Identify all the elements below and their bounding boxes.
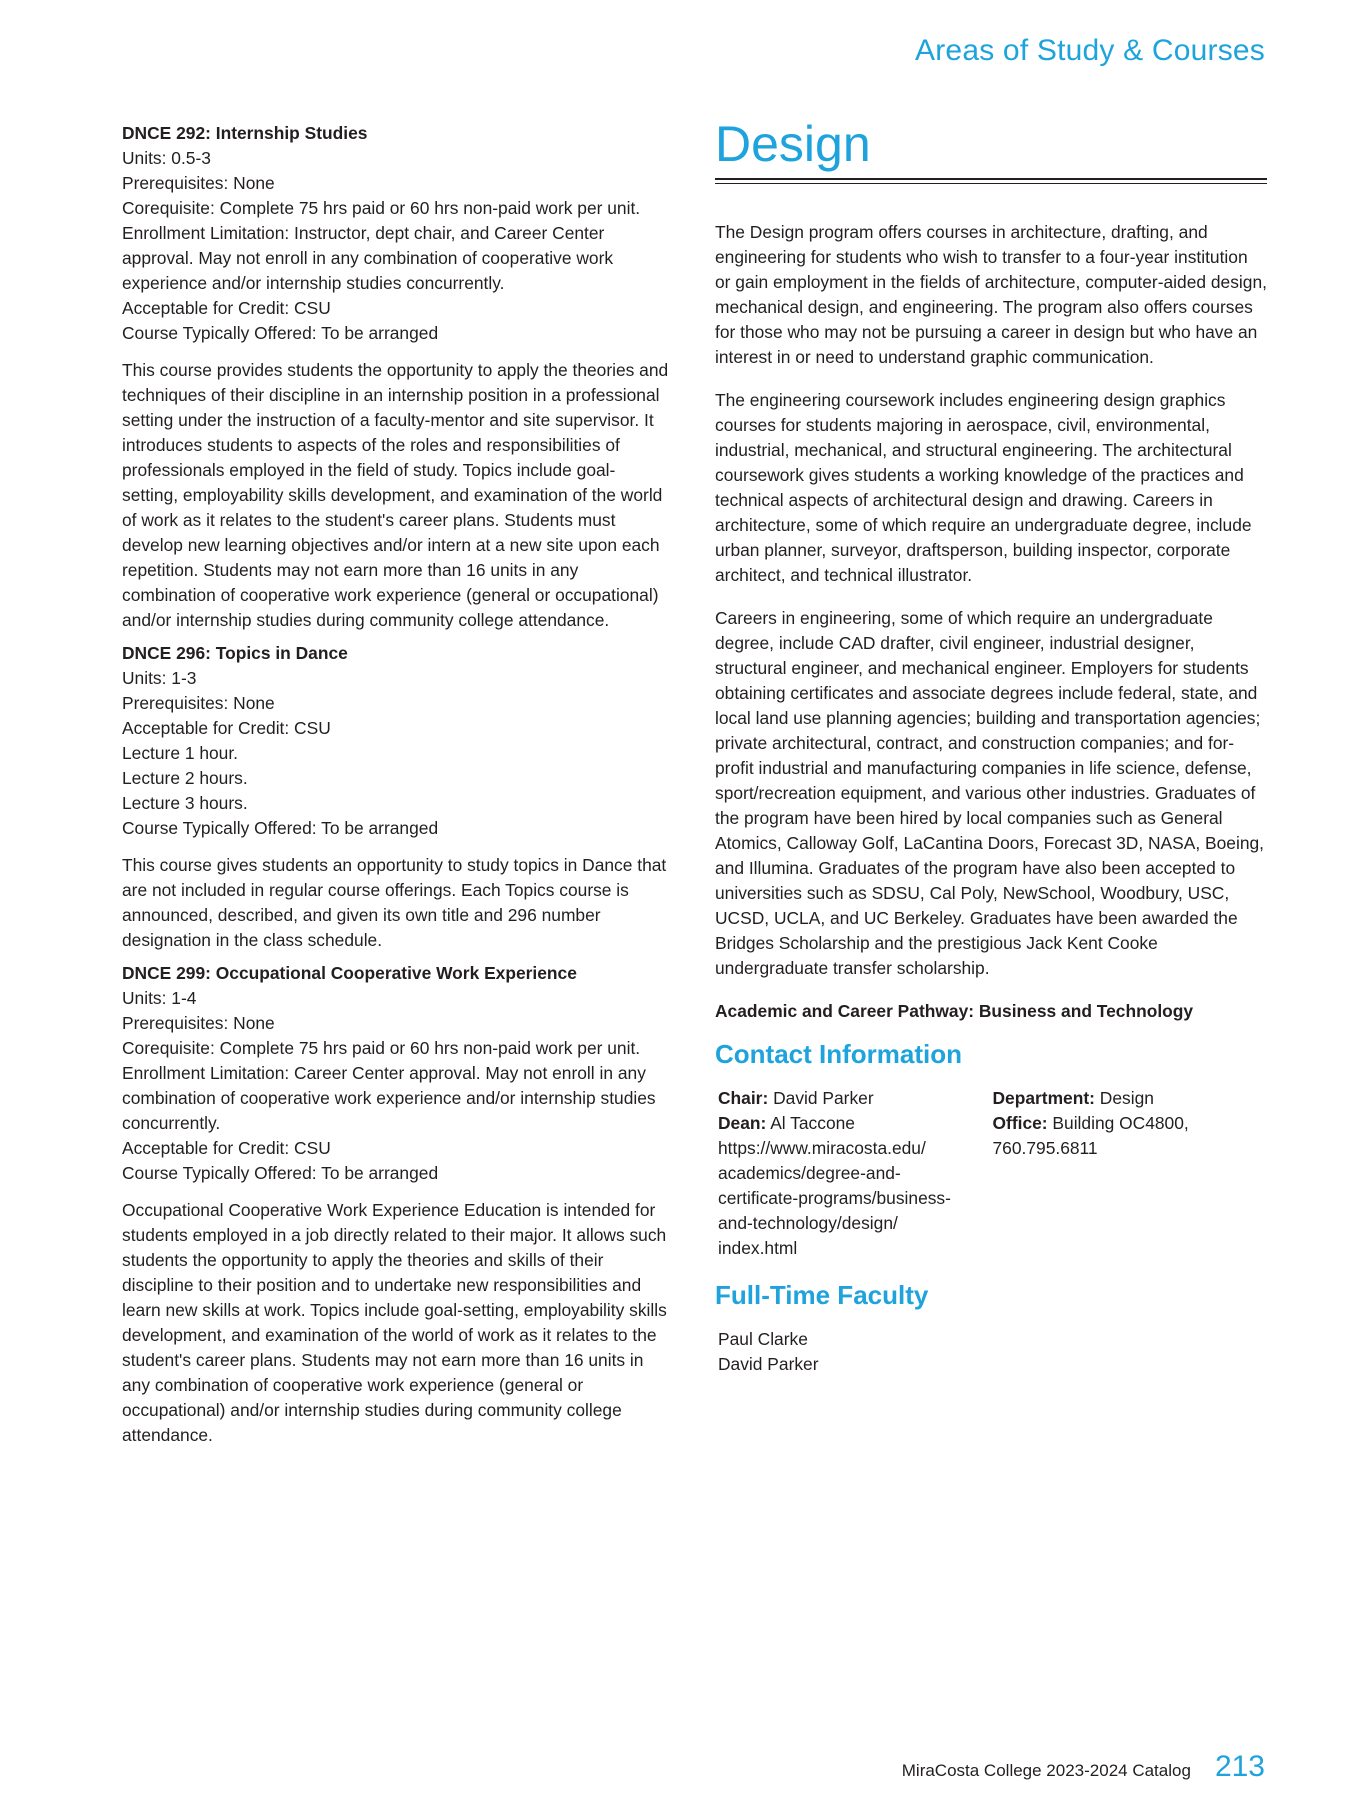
course-detail: Prerequisites: None	[122, 693, 275, 713]
chair-value: David Parker	[773, 1088, 874, 1108]
dean-label: Dean:	[718, 1113, 767, 1133]
intro-paragraph: Careers in engineering, some of which require an undergraduate degree, include CAD drafter, civil engineer, industrial designer, structural engineer, and mechanical engineer. Employers for students obtaining certificates and associate degrees include federal, state, and local land use planning agencies; building and transportation agencies; private architectural, contract, and construction companies; and for-profit industrial and manufacturing companies in life science, defense, sport/recreation equipment, and various other industries. Graduates of the program have been hired by local companies such as General Atomics, Calloway Golf, LaCantina Doors, Forecast 3D, NASA, Boeing, and Illumina. Graduates of the program have also been accepted to universities such as SDSU, Cal Poly, NewSchool, Woodbury, USC, UCSD, UCLA, and UC Berkeley. Graduates have been awarded the Bridges Scholarship and the prestigious Jack Kent Cooke undergraduate transfer scholarship.	[715, 608, 1265, 978]
dean-line	[718, 1111, 993, 1136]
course-detail: Corequisite: Complete 75 hrs paid or 60 hrs non-paid work per unit.	[122, 198, 641, 218]
faculty-name: David Parker	[718, 1354, 819, 1374]
course-detail: Lecture 1 hour.	[122, 743, 239, 763]
course-detail: Prerequisites: None	[122, 173, 275, 193]
course-detail: Units: 1-3	[122, 668, 197, 688]
office-value: Building OC4800,	[1052, 1113, 1189, 1133]
faculty-name: Paul Clarke	[718, 1329, 808, 1349]
contact-info	[715, 1086, 1267, 1261]
pathway-label: Academic and Career Pathway: Business and Technology	[715, 1001, 1194, 1021]
course-title: DNCE 299: Occupational Cooperative Work Experience	[122, 963, 577, 983]
course-detail: Course Typically Offered: To be arranged	[122, 323, 439, 343]
page-footer	[902, 1750, 1265, 1784]
course-detail: Corequisite: Complete 75 hrs paid or 60 hrs non-paid work per unit.	[122, 1038, 641, 1058]
course-detail: Prerequisites: None	[122, 1013, 275, 1033]
department-url-link[interactable]	[718, 1136, 993, 1261]
contact-column-left	[718, 1086, 993, 1261]
course-detail: Units: 0.5-3	[122, 148, 211, 168]
catalog-name: MiraCosta College 2023-2024 Catalog	[901, 1761, 1191, 1780]
faculty-heading: Full-Time Faculty	[715, 1280, 929, 1310]
department-line	[993, 1086, 1268, 1111]
dean-value: Al Taccone	[770, 1113, 855, 1133]
course-entry	[122, 641, 670, 953]
course-detail: Lecture 3 hours.	[122, 793, 248, 813]
chair-label: Chair:	[718, 1088, 769, 1108]
course-detail: Acceptable for Credit: CSU	[122, 718, 331, 738]
course-description: This course provides students the opportunity to apply the theories and techniques of their discipline in an internship position in a professional setting under the instruction of a faculty-mentor and site supervisor. It introduces students to aspects of the roles and responsibilities of professionals employed in the field of study. Topics include goal-setting, employability skills development, and examination of the world of work as it relates to the student's career plans. Students must develop new learning objectives and/or intern at a new site upon each repetition. Students may not earn more than 16 units in any combination of cooperative work experience (general or occupational) and/or internship studies during community college attendance.	[122, 360, 669, 630]
url-line: academics/degree-and-	[718, 1163, 901, 1183]
department-value: Design	[1099, 1088, 1154, 1108]
running-head: Areas of Study & Courses	[915, 34, 1265, 67]
course-detail: Enrollment Limitation: Instructor, dept chair, and Career Center approval. May not enroll in any combination of cooperative work experience and/or internship studies concurrently.	[122, 223, 614, 293]
chair-line	[718, 1086, 993, 1111]
course-detail: Units: 1-4	[122, 988, 197, 1008]
course-entry	[122, 121, 670, 633]
page-number: 213	[1214, 1750, 1265, 1783]
url-line: and-technology/design/	[718, 1213, 898, 1233]
course-detail: Course Typically Offered: To be arranged	[122, 1163, 439, 1183]
course-entry	[122, 961, 670, 1448]
department-label: Department:	[992, 1088, 1095, 1108]
title-divider	[715, 178, 1267, 184]
course-title: DNCE 296: Topics in Dance	[122, 643, 348, 663]
office-label: Office:	[992, 1113, 1048, 1133]
url-line: index.html	[718, 1238, 798, 1258]
url-line: certificate-programs/business-	[718, 1188, 951, 1208]
contact-column-right	[993, 1086, 1268, 1261]
phone-number: 760.795.6811	[992, 1138, 1098, 1158]
course-description: Occupational Cooperative Work Experience Education is intended for students employed in a job directly related to their major. It allows such students the opportunity to apply the theories and skills of their discipline to their position and to undertake new responsibilities and learn new skills at work. Topics include goal-setting, employability skills development, and examination of the world of work as it relates to the student's career plans. Students may not earn more than 16 units in any combination of cooperative work experience (general or occupational) and/or internship studies during community college attendance.	[122, 1200, 667, 1445]
course-detail: Acceptable for Credit: CSU	[122, 298, 331, 318]
course-detail: Lecture 2 hours.	[122, 768, 248, 788]
office-line	[993, 1111, 1268, 1136]
url-line: https://www.miracosta.edu/	[718, 1138, 926, 1158]
contact-heading: Contact Information	[715, 1039, 962, 1069]
course-detail: Acceptable for Credit: CSU	[122, 1138, 331, 1158]
course-title: DNCE 292: Internship Studies	[122, 123, 368, 143]
intro-paragraph: The engineering coursework includes engineering design graphics courses for students majoring in aerospace, civil, environmental, industrial, mechanical, and structural engineering. The architectural coursework gives students a working knowledge of the practices and technical aspects of architectural design and drawing. Careers in architecture, some of which require an undergraduate degree, include urban planner, surveyor, draftsperson, building inspector, corporate architect, and technical illustrator.	[715, 390, 1252, 585]
course-detail: Enrollment Limitation: Career Center approval. May not enroll in any combination of cooperative work experience and/or internship studies concurrently.	[122, 1063, 656, 1133]
faculty-list	[715, 1327, 1267, 1377]
page-title: Design	[715, 116, 871, 172]
course-list	[122, 121, 670, 1456]
intro-paragraph: The Design program offers courses in architecture, drafting, and engineering for students who wish to transfer to a four-year institution or gain employment in the fields of architecture, computer-aided design, mechanical design, and engineering. The program also offers courses for those who may not be pursuing a career in design but who have an interest in or need to understand graphic communication.	[715, 222, 1267, 367]
course-description: This course gives students an opportunity to study topics in Dance that are not included in regular course offerings. Each Topics course is announced, described, and given its own title and 296 number designation in the class schedule.	[122, 855, 667, 950]
course-detail: Course Typically Offered: To be arranged	[122, 818, 439, 838]
design-section	[715, 114, 1267, 1377]
